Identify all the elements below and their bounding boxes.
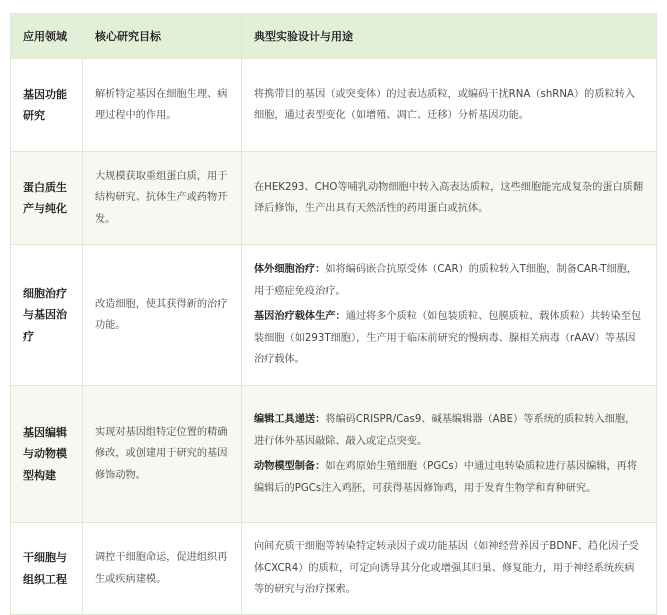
cell-area: 蛋白质生产与纯化 [11, 152, 83, 245]
cell-design [242, 59, 657, 152]
design-paragraph [254, 456, 644, 499]
header-application-area: 应用领域 [11, 14, 83, 59]
design-text: 如将编码嵌合抗原受体（CAR）的质粒转入T细胞，制备CAR-T细胞，用于癌症免疫治疗。 [254, 264, 638, 297]
cell-goal: 解析特定基因在细胞生理、病理过程中的作用。 [83, 59, 242, 152]
header-experiment-design: 典型实验设计与用途 [242, 14, 657, 59]
design-lead: 动物模型制备： [254, 461, 326, 472]
cell-design [242, 386, 657, 523]
table-header-row [11, 14, 657, 59]
cell-area: 基因功能研究 [11, 59, 83, 152]
design-text: 将编码CRISPR/Cas9、碱基编辑器（ABE）等系统的质粒转入细胞，进行体外基因敲除、敲入或定点突变。 [254, 414, 636, 447]
cell-goal: 实现对基因组特定位置的精确修改，或创建用于研究的基因修饰动物。 [83, 386, 242, 523]
application-table-container [10, 13, 656, 615]
table-row [11, 386, 657, 523]
header-core-goal: 核心研究目标 [83, 14, 242, 59]
table-row [11, 523, 657, 615]
cell-design [242, 523, 657, 615]
cell-area: 细胞治疗与基因治疗 [11, 245, 83, 386]
cell-goal: 改造细胞，使其获得新的治疗功能。 [83, 245, 242, 386]
design-text: 在HEK293、CHO等哺乳动物细胞中转入高表达质粒，这些细胞能完成复杂的蛋白质翻译后修饰，生产出具有天然活性的药用蛋白或抗体。 [254, 181, 644, 214]
design-text: 通过将多个质粒（如包装质粒、包膜质粒、载体质粒）共转染至包装细胞（如293T细胞），生产用于临床前研究的慢病毒、腺相关病毒（rAAV）等基因治疗载体。 [254, 311, 642, 366]
cell-area: 基因编辑与动物模型构建 [11, 386, 83, 523]
design-paragraph [254, 259, 644, 302]
design-text: 如在鸡原始生殖细胞（PGCs）中通过电转染质粒进行基因编辑，再将编辑后的PGCs注入鸡胚，可获得基因修饰鸡，用于发育生物学和育种研究。 [254, 461, 638, 494]
table-row [11, 59, 657, 152]
design-paragraph [254, 84, 644, 127]
cell-design [242, 152, 657, 245]
table-row [11, 152, 657, 245]
application-table [10, 13, 657, 615]
design-text: 将携带目的基因（或突变体）的过表达质粒，或编码干扰RNA（shRNA）的质粒转入细胞，通过表型变化（如增殖、凋亡、迁移）分析基因功能。 [254, 88, 636, 121]
cell-goal: 调控干细胞命运，促进组织再生或疾病建模。 [83, 523, 242, 615]
design-paragraph [254, 306, 644, 371]
design-lead: 基因治疗载体生产： [254, 311, 346, 323]
design-text: 向间充质干细胞等转染特定转录因子或功能基因（如神经营养因子BDNF、趋化因子受体CXCR4）的质粒，可定向诱导其分化或增强其归巢、修复能力，用于神经系统疾病等的研究与治疗探索。 [254, 541, 639, 596]
design-paragraph [254, 409, 644, 452]
design-paragraph [254, 177, 644, 220]
cell-area: 干细胞与组织工程 [11, 523, 83, 615]
design-lead: 体外细胞治疗： [254, 264, 326, 276]
cell-goal: 大规模获取重组蛋白质，用于结构研究、抗体生产或药物开发。 [83, 152, 242, 245]
cell-design [242, 245, 657, 386]
design-paragraph [254, 536, 644, 601]
design-lead: 编辑工具递送： [254, 414, 326, 425]
table-row [11, 245, 657, 386]
